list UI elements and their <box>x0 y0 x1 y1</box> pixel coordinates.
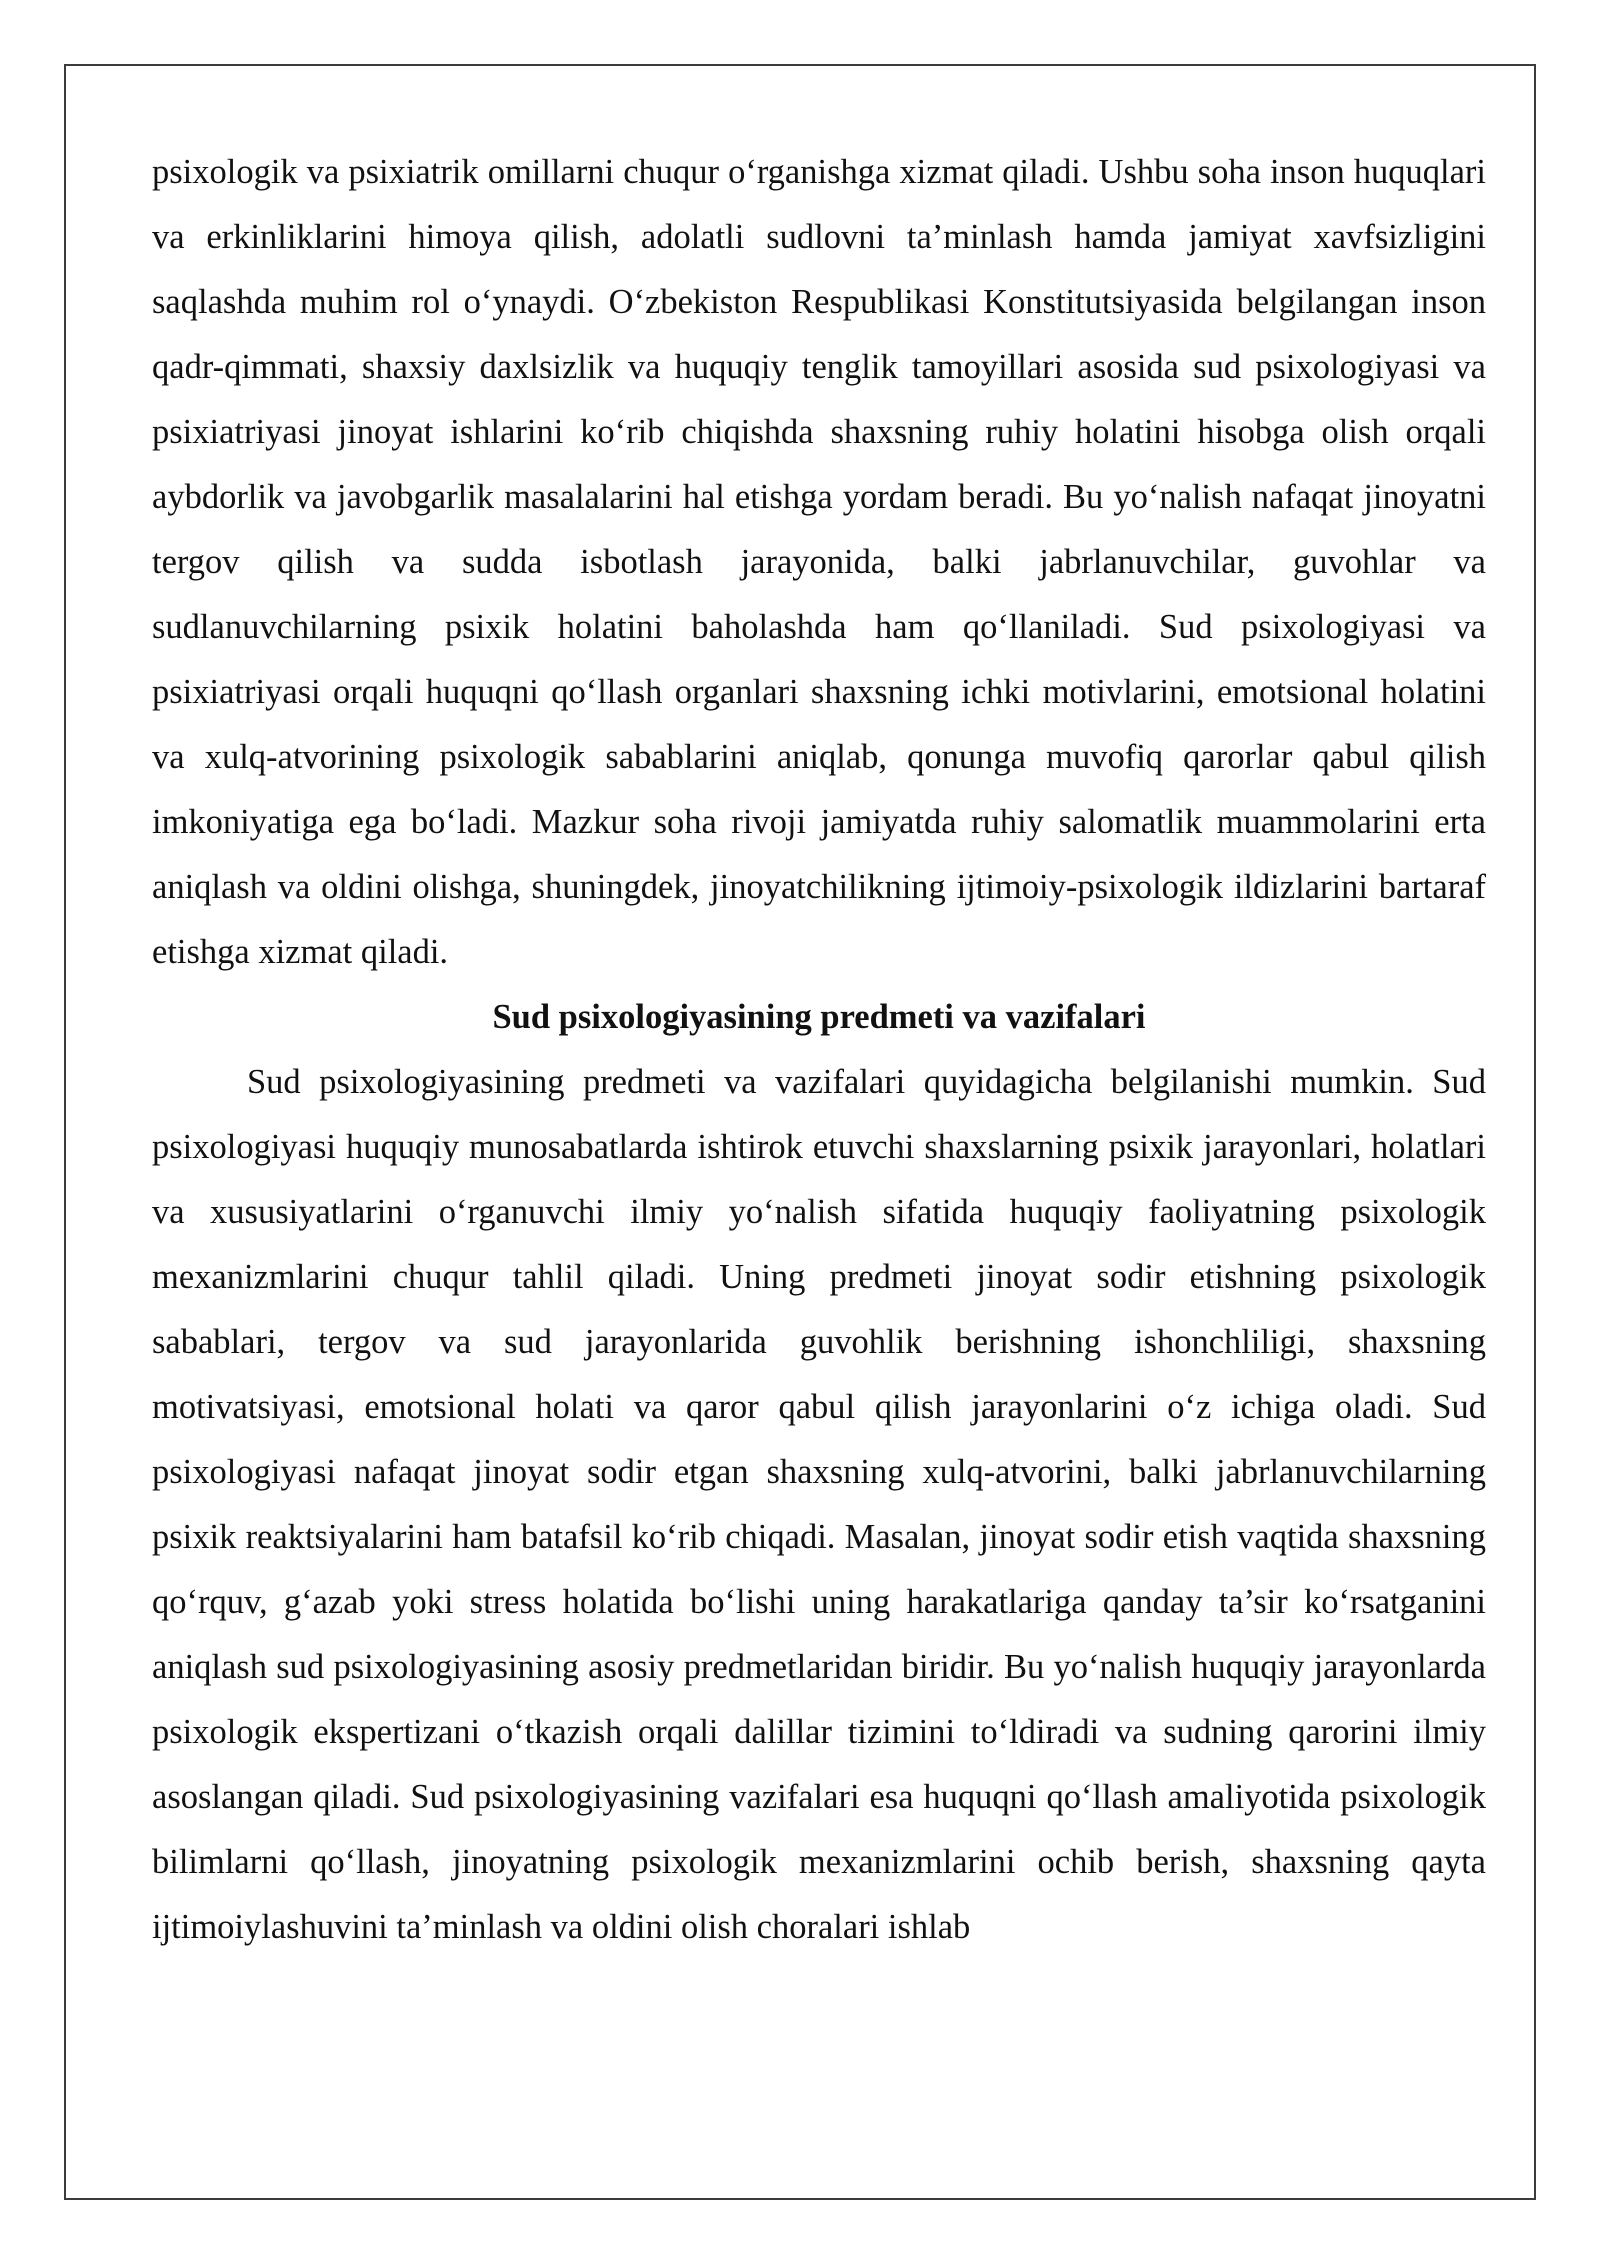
paragraph-body: Sud psixologiyasining predmeti va vazifalari quyidagicha belgilanishi mumkin. Sud psixologiyasi huquqiy munosabatlarda ishtirok etuvchi shaxslarning psixik jarayonlari, holatlari va xususiyatlarini o‘rganuvchi ilmiy yo‘nalish sifatida huquqiy faoliyatning psixologik mexanizmlarini chuqur tahlil qiladi. Uning predmeti jinoyat sodir etishning psixologik sabablari, tergov va sud jarayonlarida guvohlik berishning ishonchliligi, shaxsning motivatsiyasi, emotsional holati va qaror qabul qilish jarayonlarini o‘z ichiga oladi. Sud psixologiyasi nafaqat jinoyat sodir etgan shaxsning xulq-atvorini, balki jabrlanuvchilarning psixik reaktsiyalarini ham batafsil ko‘rib chiqadi. Masalan, jinoyat sodir etish vaqtida shaxsning qo‘rquv, g‘azab yoki stress holatida bo‘lishi uning harakatlariga qanday ta’sir ko‘rsatganini aniqlash sud psixologiyasining asosiy predmetlaridan biridir. Bu yo‘nalish huquqiy jarayonlarda psixologik ekspertizani o‘tkazish orqali dalillar tizimini to‘ldiradi va sudning qarorini ilmiy asoslangan qiladi. Sud psixologiyasining vazifalari esa huquqni qo‘llash amaliyotida psixologik bilimlarni qo‘llash, jinoyatning psixologik mexanizmlarini ochib berish, shaxsning qayta ijtimoiylashuvini ta’minlash va oldini olish choralari ishlab <box>152 1063 1486 1946</box>
document-body <box>152 140 1486 1960</box>
section-heading: Sud psixologiyasining predmeti va vazifalari <box>492 998 1146 1036</box>
paragraph-continuation: psixologik va psixiatrik omillarni chuqur o‘rganishga xizmat qiladi. Ushbu soha inson huquqlari va erkinliklarini himoya qilish, adolatli sudlovni ta’minlash hamda jamiyat xavfsizligini saqlashda muhim rol o‘ynaydi. O‘zbekiston Respublikasi Konstitutsiyasida belgilangan inson qadr-qimmati, shaxsiy daxlsizlik va huquqiy tenglik tamoyillari asosida sud psixologiyasi va psixiatriyasi jinoyat ishlarini ko‘rib chiqishda shaxsning ruhiy holatini hisobga olish orqali aybdorlik va javobgarlik masalalarini hal etishga yordam beradi. Bu yo‘nalish nafaqat jinoyatni tergov qilish va sudda isbotlash jarayonida, balki jabrlanuvchilar, guvohlar va sudlanuvchilarning psixik holatini baholashda ham qo‘llaniladi. Sud psixologiyasi va psixiatriyasi orqali huquqni qo‘llash organlari shaxsning ichki motivlarini, emotsional holatini va xulq-atvorining psixologik sabablarini aniqlab, qonunga muvofiq qarorlar qabul qilish imkoniyatiga ega bo‘ladi. Mazkur soha rivoji jamiyatda ruhiy salomatlik muammolarini erta aniqlash va oldini olishga, shuningdek, jinoyatchilikning ijtimoiy-psixologik ildizlarini bartaraf etishga xizmat qiladi. <box>152 153 1486 971</box>
